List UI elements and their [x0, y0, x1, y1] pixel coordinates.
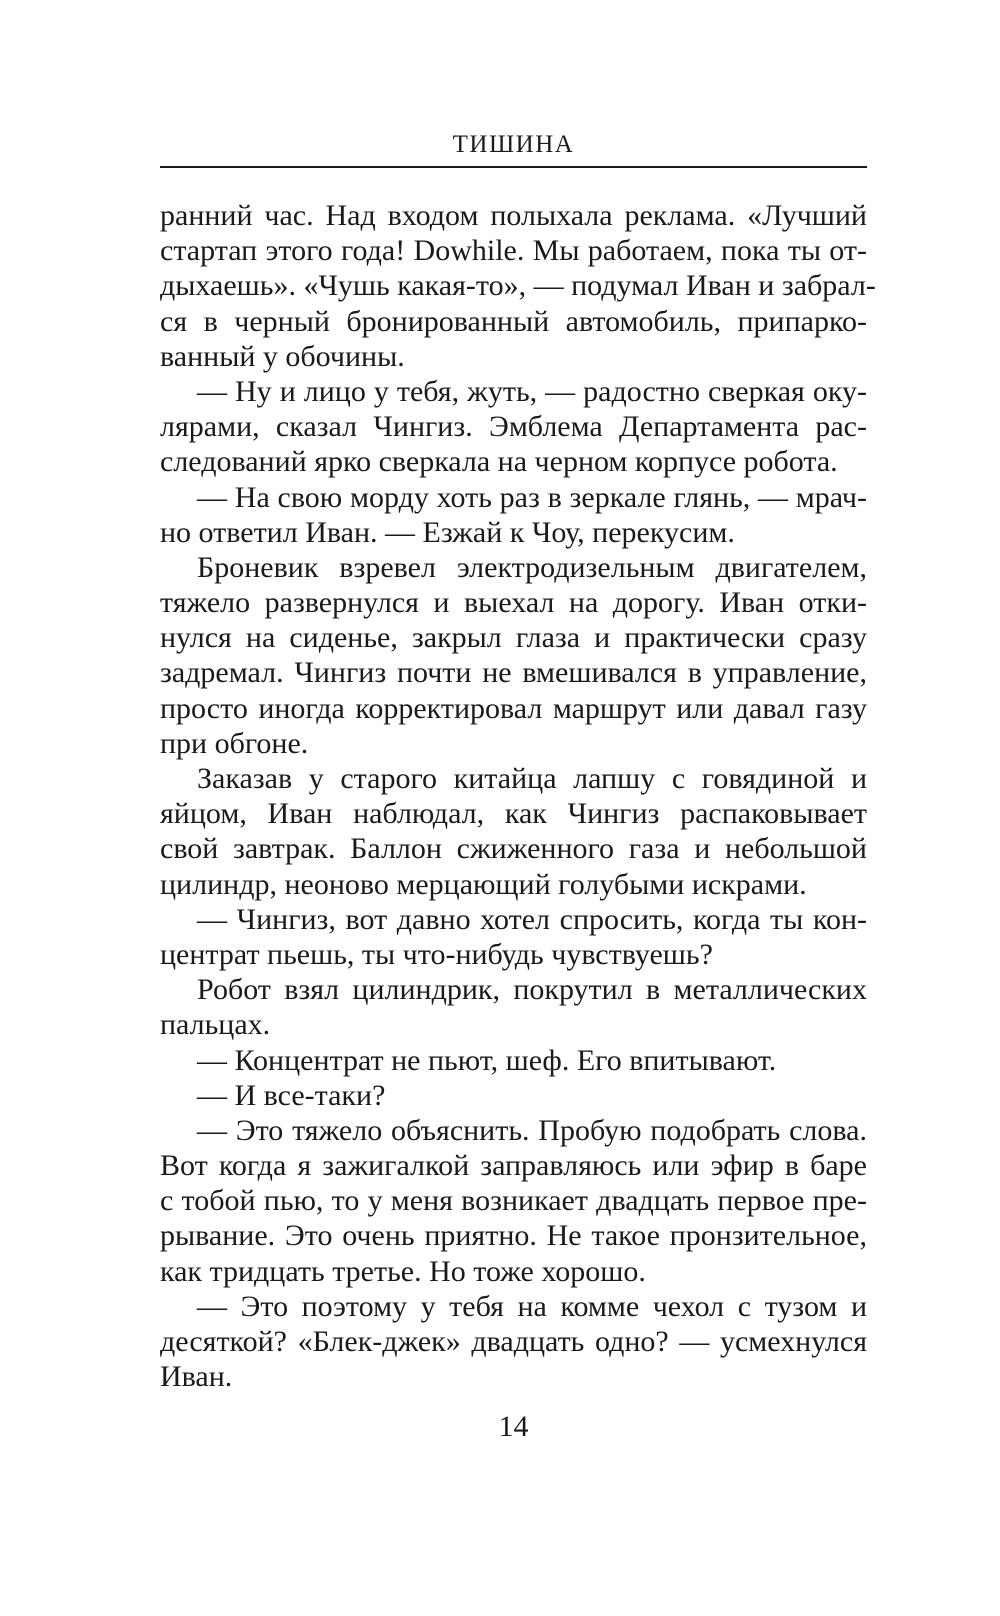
- text-line: лярами, сказал Чингиз. Эмблема Департамента рас-: [160, 410, 867, 444]
- text-line: цилиндр, неоново мерцающий голубыми искрами.: [160, 867, 807, 901]
- text-line: — Ну и лицо у тебя, жуть, — радостно сверкая оку-: [197, 374, 867, 408]
- text-line: задремал. Чингиз почти не вмешивался в управление,: [160, 656, 867, 690]
- page-body: [160, 198, 876, 1394]
- text-line: свой завтрак. Баллон сжиженного газа и небольшой: [160, 832, 867, 866]
- text-line: — На свою морду хоть раз в зеркале глянь, — мрач-: [197, 480, 867, 514]
- text-line: при обгоне.: [160, 726, 309, 760]
- text-line: но ответил Иван. — Езжай к Чоу, перекусим.: [160, 515, 735, 549]
- text-line: с тобой пью, то у меня возникает двадцать первое пре-: [160, 1184, 867, 1218]
- text-line: — Концентрат не пьют, шеф. Его впитывают.: [197, 1043, 777, 1077]
- text-line: Иван.: [160, 1360, 233, 1394]
- text-line: ванный у обочины.: [160, 339, 405, 373]
- text-line: как тридцать третье. Но тоже хорошо.: [160, 1254, 646, 1288]
- text-line: нулся на сиденье, закрыл глаза и практически сразу: [160, 621, 867, 655]
- text-line: — Чингиз, вот давно хотел спросить, когда ты кон-: [197, 902, 867, 936]
- text-line: — Это поэтому у тебя на комме чехол с тузом и: [197, 1289, 867, 1323]
- text-line: следований ярко сверкала на черном корпусе робота.: [160, 445, 838, 479]
- text-line: просто иногда корректировал маршрут или давал газу: [160, 691, 867, 725]
- text-line: ранний час. Над входом полыхала реклама. «Лучший: [160, 199, 867, 232]
- running-header: ТИШИНА: [452, 131, 575, 158]
- text-line: тяжело развернулся и выехал на дорогу. Иван отки-: [160, 586, 867, 620]
- text-line: Робот взял цилиндрик, покрутил в металлических: [197, 973, 867, 1007]
- text-line: десяткой? «Блек-джек» двадцать одно? — усмехнулся: [160, 1325, 867, 1358]
- page-number: 14: [498, 1410, 529, 1443]
- text-line: — И все-таки?: [197, 1078, 386, 1112]
- text-line: пальцах.: [160, 1008, 271, 1042]
- text-line: Броневик взревел электродизельным двигателем,: [197, 550, 867, 584]
- text-line: яйцом, Иван наблюдал, как Чингиз распаковывает: [160, 797, 867, 831]
- text-line: ся в черный бронированный автомобиль, припарко-: [160, 304, 867, 338]
- text-line: Заказав у старого китайца лапшу с говядиной и: [197, 762, 867, 795]
- text-line: центрат пьешь, ты что-нибудь чувствуешь?: [160, 937, 713, 971]
- text-line: рывание. Это очень приятно. Не такое пронзительное,: [160, 1219, 867, 1253]
- text-line: Вот когда я зажигалкой заправляюсь или эфир в баре: [160, 1149, 867, 1183]
- text-line: дыхаешь». «Чушь какая-то», — подумал Иван и забрал-: [160, 269, 876, 303]
- text-line: — Это тяжело объяснить. Пробую подобрать слова.: [197, 1113, 867, 1147]
- text-line: стартап этого года! Dowhile. Мы работаем, пока ты от-: [160, 234, 867, 268]
- header-rule: [160, 166, 867, 168]
